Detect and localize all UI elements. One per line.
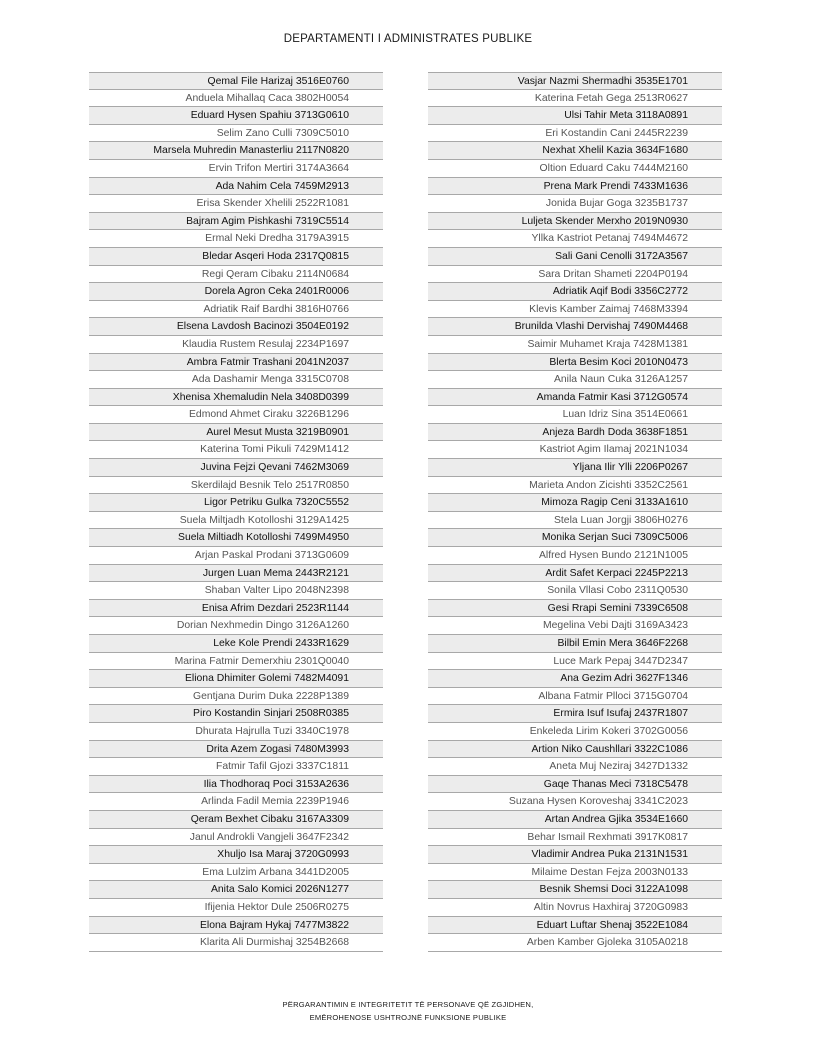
list-item: Vladimir Andrea Puka 2131N1531	[428, 846, 722, 864]
list-item: Stela Luan Jorgji 3806H0276	[428, 512, 722, 530]
list-item: Qemal File Harizaj 3516E0760	[89, 72, 383, 90]
list-item: Bajram Agim Pishkashi 7319C5514	[89, 213, 383, 231]
list-item: Anita Salo Komici 2026N1277	[89, 881, 383, 899]
list-item: Ambra Fatmir Trashani 2041N2037	[89, 354, 383, 372]
list-item: Dorian Nexhmedin Dingo 3126A1260	[89, 617, 383, 635]
list-item: Yllka Kastriot Petanaj 7494M4672	[428, 230, 722, 248]
list-item: Katerina Tomi Pikuli 7429M1412	[89, 441, 383, 459]
list-item: Milaime Destan Fejza 2003N0133	[428, 864, 722, 882]
list-item: Alfred Hysen Bundo 2121N1005	[428, 547, 722, 565]
list-item: Vasjar Nazmi Shermadhi 3535E1701	[428, 72, 722, 90]
list-item: Marsela Muhredin Manasterliu 2117N0820	[89, 142, 383, 160]
list-item: Eduard Hysen Spahiu 3713G0610	[89, 107, 383, 125]
list-item: Artion Niko Caushllari 3322C1086	[428, 741, 722, 759]
list-item: Enisa Afrim Dezdari 2523R1144	[89, 600, 383, 618]
list-item: Behar Ismail Rexhmati 3917K0817	[428, 829, 722, 847]
list-item: Besnik Shemsi Doci 3122A1098	[428, 881, 722, 899]
right-name-column	[428, 72, 722, 952]
list-item: Sara Dritan Shameti 2204P0194	[428, 266, 722, 284]
list-item: Adriatik Raif Bardhi 3816H0766	[89, 301, 383, 319]
list-item: Ulsi Tahir Meta 3118A0891	[428, 107, 722, 125]
list-item: Amanda Fatmir Kasi 3712G0574	[428, 389, 722, 407]
list-item: Edmond Ahmet Ciraku 3226B1296	[89, 406, 383, 424]
list-item: Luljeta Skender Merxho 2019N0930	[428, 213, 722, 231]
list-item: Ervin Trifon Mertiri 3174A3664	[89, 160, 383, 178]
list-item: Ardit Safet Kerpaci 2245P2213	[428, 565, 722, 583]
list-item: Ada Dashamir Menga 3315C0708	[89, 371, 383, 389]
page-footer	[0, 998, 816, 1024]
list-item: Megelina Vebi Dajti 3169A3423	[428, 617, 722, 635]
footer-line-2: EMËROHENOSE USHTROJNË FUNKSIONE PUBLIKE	[309, 1013, 507, 1022]
list-item: Dorela Agron Ceka 2401R0006	[89, 283, 383, 301]
list-item: Drita Azem Zogasi 7480M3993	[89, 741, 383, 759]
list-item: Anduela Mihallaq Caca 3802H0054	[89, 90, 383, 108]
footer-line-1: PËRGARANTIMIN E INTEGRITETIT TË PERSONAVE QË ZGJIDHEN,	[282, 1000, 534, 1009]
list-item: Arjan Paskal Prodani 3713G0609	[89, 547, 383, 565]
list-item: Yljana Ilir Ylli 2206P0267	[428, 459, 722, 477]
list-item: Artan Andrea Gjika 3534E1660	[428, 811, 722, 829]
list-item: Regi Qeram Cibaku 2114N0684	[89, 266, 383, 284]
list-item: Jurgen Luan Mema 2443R2121	[89, 565, 383, 583]
list-item: Ifijenia Hektor Dule 2506R0275	[89, 899, 383, 917]
list-item: Luan Idriz Sina 3514E0661	[428, 406, 722, 424]
list-item: Leke Kole Prendi 2433R1629	[89, 635, 383, 653]
list-item: Anjeza Bardh Doda 3638F1851	[428, 424, 722, 442]
list-item: Jonida Bujar Goga 3235B1737	[428, 195, 722, 213]
list-item: Nexhat Xhelil Kazia 3634F1680	[428, 142, 722, 160]
list-item: Eduart Luftar Shenaj 3522E1084	[428, 917, 722, 935]
list-item: Blerta Besim Koci 2010N0473	[428, 354, 722, 372]
list-item: Gentjana Durim Duka 2228P1389	[89, 688, 383, 706]
list-item: Qeram Bexhet Cibaku 3167A3309	[89, 811, 383, 829]
list-item: Xhenisa Xhemaludin Nela 3408D0399	[89, 389, 383, 407]
list-item: Bledar Asqeri Hoda 2317Q0815	[89, 248, 383, 266]
list-item: Arben Kamber Gjoleka 3105A0218	[428, 934, 722, 952]
list-item: Elona Bajram Hykaj 7477M3822	[89, 917, 383, 935]
list-item: Ligor Petriku Gulka 7320C5552	[89, 494, 383, 512]
list-item: Prena Mark Prendi 7433M1636	[428, 178, 722, 196]
list-item: Xhuljo Isa Maraj 3720G0993	[89, 846, 383, 864]
list-item: Ermira Isuf Isufaj 2437R1807	[428, 705, 722, 723]
list-item: Ilia Thodhoraq Poci 3153A2636	[89, 776, 383, 794]
list-item: Klarita Ali Durmishaj 3254B2668	[89, 934, 383, 952]
page-title: DEPARTAMENTI I ADMINISTRATES PUBLIKE	[283, 33, 533, 45]
list-item: Sali Gani Cenolli 3172A3567	[428, 248, 722, 266]
list-item: Anila Naun Cuka 3126A1257	[428, 371, 722, 389]
list-item: Aurel Mesut Musta 3219B0901	[89, 424, 383, 442]
list-item: Suzana Hysen Koroveshaj 3341C2023	[428, 793, 722, 811]
list-item: Klaudia Rustem Resulaj 2234P1697	[89, 336, 383, 354]
list-item: Arlinda Fadil Memia 2239P1946	[89, 793, 383, 811]
list-item: Gaqe Thanas Meci 7318C5478	[428, 776, 722, 794]
list-item: Marina Fatmir Demerxhiu 2301Q0040	[89, 653, 383, 671]
list-item: Skerdilajd Besnik Telo 2517R0850	[89, 477, 383, 495]
list-item: Brunilda Vlashi Dervishaj 7490M4468	[428, 318, 722, 336]
list-item: Luce Mark Pepaj 3447D2347	[428, 653, 722, 671]
list-item: Monika Serjan Suci 7309C5006	[428, 529, 722, 547]
list-item: Adriatik Aqif Bodi 3356C2772	[428, 283, 722, 301]
list-item: Ana Gezim Adri 3627F1346	[428, 670, 722, 688]
list-item: Oltion Eduard Caku 7444M2160	[428, 160, 722, 178]
list-item: Ema Lulzim Arbana 3441D2005	[89, 864, 383, 882]
list-item: Ada Nahim Cela 7459M2913	[89, 178, 383, 196]
list-item: Albana Fatmir Plloci 3715G0704	[428, 688, 722, 706]
list-item: Erisa Skender Xhelili 2522R1081	[89, 195, 383, 213]
list-item: Saimir Muhamet Kraja 7428M1381	[428, 336, 722, 354]
list-item: Gesi Rrapi Semini 7339C6508	[428, 600, 722, 618]
list-item: Enkeleda Lirim Kokeri 3702G0056	[428, 723, 722, 741]
list-item: Bilbil Emin Mera 3646F2268	[428, 635, 722, 653]
list-item: Janul Androkli Vangjeli 3647F2342	[89, 829, 383, 847]
list-item: Aneta Muj Neziraj 3427D1332	[428, 758, 722, 776]
list-item: Eliona Dhimiter Golemi 7482M4091	[89, 670, 383, 688]
list-item: Piro Kostandin Sinjari 2508R0385	[89, 705, 383, 723]
list-item: Fatmir Tafil Gjozi 3337C1811	[89, 758, 383, 776]
list-item: Kastriot Agim Ilamaj 2021N1034	[428, 441, 722, 459]
list-item: Klevis Kamber Zaimaj 7468M3394	[428, 301, 722, 319]
list-item: Eri Kostandin Cani 2445R2239	[428, 125, 722, 143]
left-name-column	[89, 72, 383, 952]
list-item: Juvina Fejzi Qevani 7462M3069	[89, 459, 383, 477]
list-item: Suela Miltjadh Kotolloshi 3129A1425	[89, 512, 383, 530]
list-item: Elsena Lavdosh Bacinozi 3504E0192	[89, 318, 383, 336]
list-item: Altin Novrus Haxhiraj 3720G0983	[428, 899, 722, 917]
list-item: Sonila Vllasi Cobo 2311Q0530	[428, 582, 722, 600]
list-item: Dhurata Hajrulla Tuzi 3340C1978	[89, 723, 383, 741]
list-item: Marieta Andon Zicishti 3352C2561	[428, 477, 722, 495]
list-item: Suela Miltiadh Kotolloshi 7499M4950	[89, 529, 383, 547]
list-item: Katerina Fetah Gega 2513R0627	[428, 90, 722, 108]
list-item: Ermal Neki Dredha 3179A3915	[89, 230, 383, 248]
list-item: Selim Zano Culli 7309C5010	[89, 125, 383, 143]
list-item: Mimoza Ragip Ceni 3133A1610	[428, 494, 722, 512]
list-item: Shaban Valter Lipo 2048N2398	[89, 582, 383, 600]
